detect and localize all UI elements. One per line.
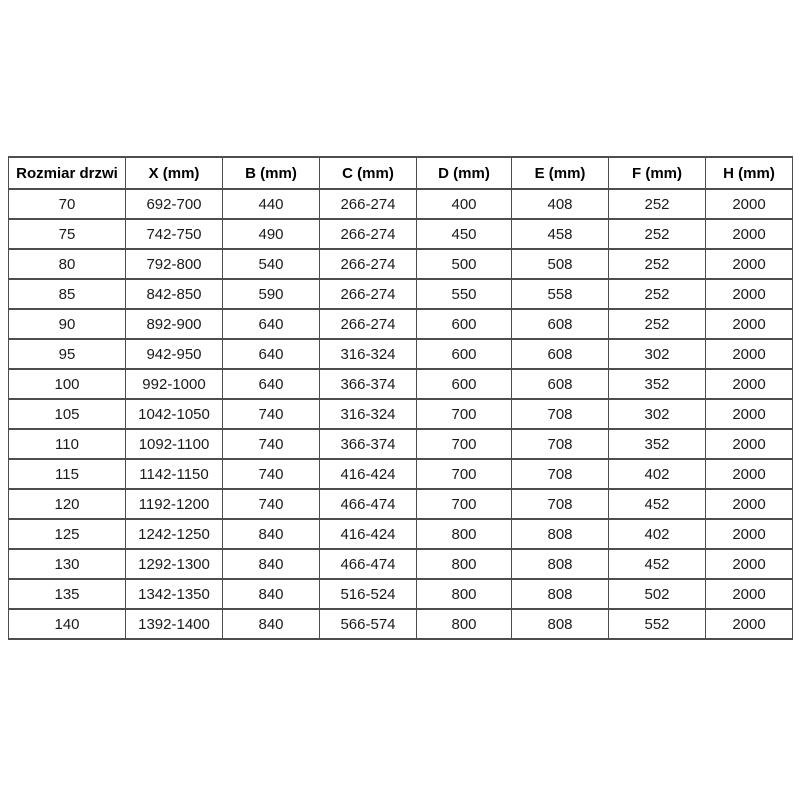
table-cell: 252: [609, 249, 706, 279]
table-row: [9, 399, 793, 429]
table-cell: 90: [9, 309, 126, 339]
table-cell: 316-324: [320, 399, 417, 429]
table-row: [9, 489, 793, 519]
table-cell: 840: [223, 579, 320, 609]
table-cell: 450: [417, 219, 512, 249]
table-cell: 740: [223, 429, 320, 459]
table-cell: 552: [609, 609, 706, 639]
table-cell: 800: [417, 519, 512, 549]
table-row: [9, 309, 793, 339]
table-cell: 400: [417, 189, 512, 219]
table-cell: 892-900: [126, 309, 223, 339]
table-cell: 700: [417, 459, 512, 489]
table-cell: 640: [223, 309, 320, 339]
table-cell: 840: [223, 609, 320, 639]
table-cell: 352: [609, 429, 706, 459]
column-header-7: H (mm): [706, 157, 793, 189]
table-body: [9, 189, 793, 639]
table-cell: 266-274: [320, 249, 417, 279]
table-cell: 75: [9, 219, 126, 249]
table-cell: 508: [512, 249, 609, 279]
table-cell: 700: [417, 399, 512, 429]
table-cell: 1292-1300: [126, 549, 223, 579]
table-cell: 742-750: [126, 219, 223, 249]
table-row: [9, 279, 793, 309]
column-header-1: X (mm): [126, 157, 223, 189]
table-cell: 942-950: [126, 339, 223, 369]
table-cell: 490: [223, 219, 320, 249]
table-cell: 502: [609, 579, 706, 609]
table-cell: 600: [417, 309, 512, 339]
table-cell: 302: [609, 339, 706, 369]
table-cell: 640: [223, 339, 320, 369]
table-cell: 2000: [706, 399, 793, 429]
table-cell: 708: [512, 459, 609, 489]
table-cell: 135: [9, 579, 126, 609]
table-cell: 2000: [706, 189, 793, 219]
table-cell: 2000: [706, 579, 793, 609]
table-cell: 800: [417, 579, 512, 609]
table-cell: 1042-1050: [126, 399, 223, 429]
column-header-6: F (mm): [609, 157, 706, 189]
table-row: [9, 249, 793, 279]
table-cell: 740: [223, 489, 320, 519]
table-row: [9, 219, 793, 249]
table-cell: 85: [9, 279, 126, 309]
column-header-0: Rozmiar drzwi: [9, 157, 126, 189]
table-cell: 110: [9, 429, 126, 459]
table-cell: 540: [223, 249, 320, 279]
table-cell: 80: [9, 249, 126, 279]
table-cell: 840: [223, 549, 320, 579]
table-cell: 452: [609, 549, 706, 579]
column-header-3: C (mm): [320, 157, 417, 189]
table-cell: 700: [417, 489, 512, 519]
table-row: [9, 459, 793, 489]
table-cell: 800: [417, 609, 512, 639]
table-cell: 316-324: [320, 339, 417, 369]
table-cell: 808: [512, 549, 609, 579]
table-row: [9, 369, 793, 399]
table-cell: 252: [609, 219, 706, 249]
table-row: [9, 429, 793, 459]
table-cell: 842-850: [126, 279, 223, 309]
table-cell: 95: [9, 339, 126, 369]
table-cell: 402: [609, 519, 706, 549]
table-cell: 115: [9, 459, 126, 489]
table-cell: 708: [512, 399, 609, 429]
table-cell: 808: [512, 579, 609, 609]
table-cell: 2000: [706, 429, 793, 459]
table-cell: 808: [512, 519, 609, 549]
table-cell: 252: [609, 189, 706, 219]
table-cell: 1092-1100: [126, 429, 223, 459]
table-cell: 416-424: [320, 459, 417, 489]
table-cell: 600: [417, 369, 512, 399]
table-cell: 2000: [706, 519, 793, 549]
table-cell: 2000: [706, 339, 793, 369]
table-cell: 440: [223, 189, 320, 219]
table-cell: 608: [512, 369, 609, 399]
table-cell: 1342-1350: [126, 579, 223, 609]
table-row: [9, 549, 793, 579]
table-cell: 352: [609, 369, 706, 399]
table-cell: 266-274: [320, 279, 417, 309]
table-cell: 2000: [706, 609, 793, 639]
table-cell: 608: [512, 339, 609, 369]
table-cell: 550: [417, 279, 512, 309]
table-cell: 458: [512, 219, 609, 249]
table-cell: 402: [609, 459, 706, 489]
table-cell: 640: [223, 369, 320, 399]
table-cell: 608: [512, 309, 609, 339]
table-cell: 2000: [706, 459, 793, 489]
table-cell: 516-524: [320, 579, 417, 609]
table-cell: 740: [223, 459, 320, 489]
door-size-table: [8, 156, 793, 640]
table-row: [9, 189, 793, 219]
table-cell: 105: [9, 399, 126, 429]
table-row: [9, 579, 793, 609]
table-cell: 266-274: [320, 189, 417, 219]
table-cell: 1192-1200: [126, 489, 223, 519]
table-cell: 252: [609, 309, 706, 339]
table-cell: 792-800: [126, 249, 223, 279]
table-cell: 366-374: [320, 429, 417, 459]
table-cell: 466-474: [320, 489, 417, 519]
table-cell: 500: [417, 249, 512, 279]
column-header-4: D (mm): [417, 157, 512, 189]
table-cell: 1142-1150: [126, 459, 223, 489]
table-cell: 590: [223, 279, 320, 309]
table-cell: 266-274: [320, 309, 417, 339]
table-cell: 2000: [706, 279, 793, 309]
table-cell: 2000: [706, 369, 793, 399]
table-cell: 130: [9, 549, 126, 579]
table-cell: 800: [417, 549, 512, 579]
table-cell: 252: [609, 279, 706, 309]
table-cell: 2000: [706, 249, 793, 279]
table-cell: 808: [512, 609, 609, 639]
header-row: [9, 157, 793, 189]
table-cell: 708: [512, 489, 609, 519]
table-row: [9, 519, 793, 549]
column-header-5: E (mm): [512, 157, 609, 189]
table-cell: 840: [223, 519, 320, 549]
table-cell: 1242-1250: [126, 519, 223, 549]
table-cell: 266-274: [320, 219, 417, 249]
column-header-2: B (mm): [223, 157, 320, 189]
table-cell: 558: [512, 279, 609, 309]
table-row: [9, 339, 793, 369]
table-cell: 1392-1400: [126, 609, 223, 639]
table-cell: 566-574: [320, 609, 417, 639]
table-cell: 700: [417, 429, 512, 459]
table-cell: 416-424: [320, 519, 417, 549]
table-row: [9, 609, 793, 639]
table-cell: 120: [9, 489, 126, 519]
table-cell: 2000: [706, 489, 793, 519]
table-cell: 992-1000: [126, 369, 223, 399]
table-cell: 2000: [706, 309, 793, 339]
table-cell: 70: [9, 189, 126, 219]
table-cell: 692-700: [126, 189, 223, 219]
table-cell: 125: [9, 519, 126, 549]
table-cell: 708: [512, 429, 609, 459]
table-cell: 100: [9, 369, 126, 399]
table-cell: 452: [609, 489, 706, 519]
table-cell: 740: [223, 399, 320, 429]
table-cell: 600: [417, 339, 512, 369]
door-size-table-container: [8, 156, 793, 640]
table-cell: 466-474: [320, 549, 417, 579]
table-cell: 408: [512, 189, 609, 219]
table-cell: 2000: [706, 549, 793, 579]
table-cell: 140: [9, 609, 126, 639]
table-cell: 366-374: [320, 369, 417, 399]
table-cell: 302: [609, 399, 706, 429]
table-cell: 2000: [706, 219, 793, 249]
